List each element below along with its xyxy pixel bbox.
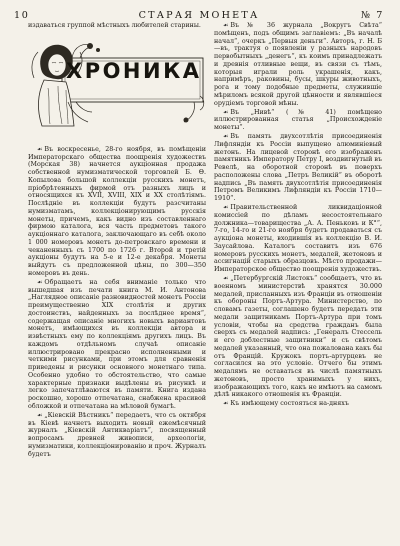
paragraph-mark-icon: ☙ xyxy=(223,204,229,212)
woman-figure-illustration xyxy=(32,45,82,126)
article-paragraph xyxy=(214,109,382,132)
paragraph-text: Въ воскресенье, 28-го ноября, въ помѣщеніи Императорскаго общества поощренія художествъ (Морская 38) начнется аукціонная продажа собственной нумизматической торговлей Б. Θ. Копылова большой коллекціи русскихъ монетъ, пріобрѣтенныхъ фирмой отъ разныхъ лицъ и относящихся къ XVII, XVIII, XIX и XX столѣтіямъ. Послѣдніе въ коллекціи будутъ разсчитаны нумизматамъ, коллекціонирующимъ русскія монеты, причемъ, какъ видно изъ составленнаго фирмою каталога, вся часть предметовъ такого аукціоннаго каталога, заключающаго въ себѣ около 1 000 номеровъ монетъ до-петровскаго времени и чеканенныхъ съ 1700 по 1726 г. Второй и третій аукціоны будутъ на 5-е и 12-е декабря. Монеты выйдутъ съ предложенной цѣны, по 300—350 номеровъ въ день. xyxy=(28,145,206,277)
article-paragraph xyxy=(28,146,206,278)
article-paragraph xyxy=(214,275,382,399)
paragraph-mark-icon: ☙ xyxy=(223,22,229,29)
paragraph-text: Въ „Нивѣ“ (№ 41) помѣщено иллюстрированная статья „Происхожденіе монеты“. xyxy=(214,108,382,132)
article-paragraph xyxy=(214,133,382,203)
page-number: 10 xyxy=(14,10,30,21)
paragraph-text: Въ память двухсотлѣтія присоединенія Лифляндіи къ Россіи выпущено алюминіевый жетонъ. На лицевой сторонѣ его изображенъ памятникъ Императору Петру I, воздвигнутый въ Ревелѣ, на оборотной сторонѣ въ поверхъ расположены слова „Петръ Великій“ въ оборотѣ надпись „Въ память двухсотлѣтія присоединенія Петромъ Великимъ Лифляндіи къ Россіи 1710—1910“. xyxy=(214,133,382,203)
chronicle-title: ХРОНИКА xyxy=(66,58,202,83)
paragraph-mark-icon: ☙ xyxy=(223,108,229,116)
journal-title: СТАРАЯ МОНЕТА xyxy=(138,10,260,21)
issue-number: № 7 xyxy=(360,10,384,21)
paragraph-text: Правительственной ликвидаціонной комиссіей по дѣламъ несостоятельнаго должника—товарищества „А. А. Пеньковъ и К°“, 7-го, 14-го и 21-го ноября будетъ продаваться съ аукціона монеты, входившія въ коллекцію В. И. Заусайлова. Каталогъ составитъ изъ 676 номеровъ русскихъ монетъ, медалей, жетоновъ и ассигнацій старыхъ образцовъ. Мѣсто продажи—Императорское общество поощренія художествъ. xyxy=(214,204,382,274)
continued-text: издаваться группой мѣстныхъ любителей старины. xyxy=(28,22,201,29)
paragraph-mark-icon: ☙ xyxy=(223,275,229,283)
article-paragraph xyxy=(214,204,382,274)
paragraph-mark-icon: ☙ xyxy=(223,400,229,408)
article-paragraph xyxy=(214,400,382,408)
paragraph-mark-icon: ☙ xyxy=(37,278,43,286)
left-column xyxy=(28,22,206,460)
paragraph-text: Въ № 36 журнала „Вокругъ Свѣта“ помѣщенъ, подъ общимъ заглавіемъ: „Въ началѣ начал“, очеркъ „Первыя деньги“. Авторъ, г. Н. Б—въ, трактуя о появленіи у разныхъ народовъ первобытныхъ „денегъ“, къ коимъ принадлежатъ и древнія отливные вещи, въ связи съ тѣмъ, которыя играли роль украшенія, какъ, напримѣръ, раковины, бусы, шкуры животныхъ, рога и тому подобные предметы, служившіе мѣриломъ всякой другой цѣнности и являвшіеся орудіемъ торговой мѣны. xyxy=(214,22,382,107)
paragraph-mark-icon: ☙ xyxy=(223,133,229,141)
paragraph-mark-icon: ☙ xyxy=(37,411,43,419)
right-column xyxy=(214,22,382,410)
paragraph-text: Обращаетъ на себя вниманіе только что вышедшая изъ печати книга М. И. Антонова „Наглядное описаніе разновидностей монетъ Россіи преимущественно XIX столѣтія и других достоинствъ, найденныхъ за послѣднее время“, содержащая описаніе многихъ новыхъ вариантовъ монетъ, имѣющихся въ коллекціи автора и извѣстныхъ ему по коллекціямъ другихъ лицъ. Въ каждомъ отдѣльномъ случаѣ описаніе иллюстрировано прекрасно исполненными и четкими рисунками, при этомъ для сравненія приведены и рисунки основного монетнаго типа. Особенно удобно то обстоятельство, что самые характерные признаки выдѣлены въ рисункѣ и легко запечатлѣваются въ памяти. Книга издана роскошно, хорошо отпечатана, снабжена красивой обложкой и отпечатана на мѣловой бумагѣ. xyxy=(28,278,206,410)
chronicle-banner xyxy=(28,38,206,130)
article-paragraph xyxy=(28,279,206,411)
paragraph-mark-icon: ☙ xyxy=(37,145,43,153)
art-nouveau-ornament xyxy=(28,38,206,130)
article-paragraph xyxy=(28,412,206,459)
paragraph-text: „Кіевскій Вѣстникъ“ передаетъ, что съ октября въ Кіевѣ начнетъ выходить новый ежемѣсячный журналъ „Кіевскій Антикваріатъ“, посвященный вопросамъ древней живописи, археологіи, нумизматики, коллекціонированію и проч. Журналъ будетъ xyxy=(28,411,206,458)
paragraph-text: „Петербургскій Листокъ“ сообщаетъ, что въ военномъ министерствѣ хранятся 30.000 медалей, присланныхъ изъ Франціи въ отношеніи къ обороны Портъ-Артура. Министерство, по словамъ газеты, соглашено будетъ передать эти медали защитникамъ Портъ-Артура при томъ условіи, чтобы на средства гражданъ была сверхъ съ медалей надпись: „Генералъ Стессель и его доблестные защитники“ и съ свѣтомъ медалей указанный, что она пожалована какъ бы отъ Францій. Кружокъ портъ-артурцевъ не согласился на это условіе. Отчего бы этимъ медалямъ не оставаться въ числѣ памятныхъ жетоновъ, просто хранимыхъ у нихъ, изображающихъ того, какъ не имѣютъ на самомъ дѣлѣ никакого отношенія къ Франціи. xyxy=(214,275,383,399)
article-paragraph xyxy=(214,22,382,107)
paragraph-text: Къ имѣющему состояться на-дняхъ xyxy=(230,400,349,408)
